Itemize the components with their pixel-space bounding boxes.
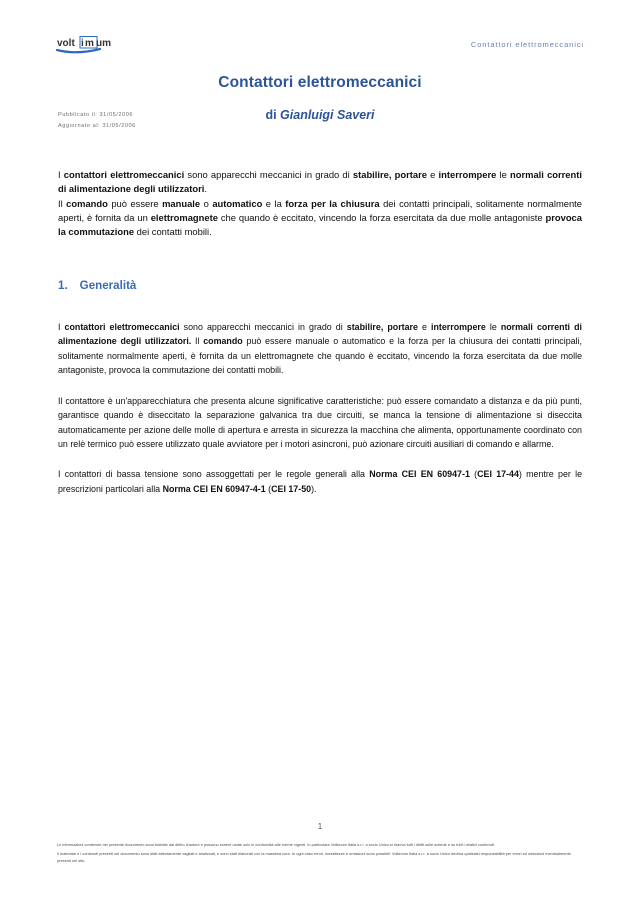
body-paragraph: I contattori di bassa tensione sono assoggettati per le regole generali alla Norma CEI EN 60947-1 (CEI 17-44) mentre per le prescrizioni particolari alla Norma CEI EN 60947-4-1 (CEI 17-50).: [58, 469, 583, 494]
running-header-title: Contattori elettromeccanici: [470, 40, 584, 49]
footer-line: Le informazioni contenute nel presente documento sono tutelate dal diritto d'autore e possono essere usate solo in conformità alle norme vigenti. In particolare Voltimum Italia s.r.l. a socio Unico si riserva tutti i diritti sulle schede e su tutti i relativi contenuti.: [57, 842, 495, 847]
published-date: Pubblicato il: 31/05/2006: [58, 112, 134, 118]
section-title: Generalità: [79, 279, 137, 292]
body-paragraph: Il contattore è un'apparecchiatura che presenta alcune significative caratteristiche: può essere comandato a distanza e da più punti, garantisce quando è diseccitato la separazione galvanica tra due circuiti, se manca la tensione di alimentazione si diseccita automaticamente per azione delle molle di apertura e arresta in sicurezza la macchina che alimenta, opportunamente coordinato con un relè termico può essere utilizzato quale avviatore per i motori asincroni, può azionare circuiti ausiliari di comando e allarme.: [58, 395, 582, 449]
intro-paragraph-1: I contattori elettromeccanici sono apparecchi meccanici in grado di stabilire, portare e interrompere le normali correnti di alimentazione degli utilizzatori.: [58, 169, 582, 195]
section-number: 1.: [58, 279, 68, 292]
svg-text:m: m: [85, 38, 94, 49]
body-paragraph: I contattori elettromeccanici sono apparecchi meccanici in grado di stabilire, portare e interrompere le normali correnti di alimentazione degli utilizzatori. Il comando può essere manuale o automatico e la forza per la chiusura dei contatti principali, solitamente normalmente aperti, è fornita da un elettromagnete che quando è eccitato, vincendo la forza esercitata da due molle antagoniste, provoca la commutazione dei contatti mobili.: [58, 322, 582, 376]
svg-text:i: i: [81, 38, 84, 49]
footer-disclaimer: [57, 842, 585, 864]
intro-block: [58, 168, 582, 239]
byline-prefix: di: [265, 108, 281, 122]
page-title: Contattori elettromeccanici: [218, 74, 422, 91]
page-number: 1: [317, 822, 323, 831]
document-header: [56, 34, 584, 60]
intro-paragraph-2: Il comando può essere manuale o automatico e la forza per la chiusura dei contatti principali, solitamente normalmente aperti, è fornita da un elettromagnete che quando è eccitato, vincendo la forza esercitata da due molle antagoniste provoca la commutazione dei contatti mobili.: [58, 197, 582, 238]
publication-meta: [58, 110, 136, 131]
author-name: Gianluigi Saveri: [280, 108, 375, 122]
updated-date: Aggiornato al: 31/05/2006: [58, 122, 136, 129]
svg-text:volt: volt: [57, 38, 75, 49]
voltimum-logo: [56, 34, 120, 56]
section-heading-generalita: [58, 279, 136, 292]
svg-text:um: um: [96, 38, 111, 49]
footer-line: Il materiale e i contenuti presenti nel documento sono stati attentamente vagliati e analizzati, e sono stati elaborati con la massima cura. In ogni caso errori, inesattezze e omissioni sono possibili. Voltimum Italia s.r.l. a socio Unico declina qualsiasi responsabilità per errori ed omissioni eventualmente presenti nel sito.: [57, 851, 571, 863]
section-body: [58, 320, 582, 496]
